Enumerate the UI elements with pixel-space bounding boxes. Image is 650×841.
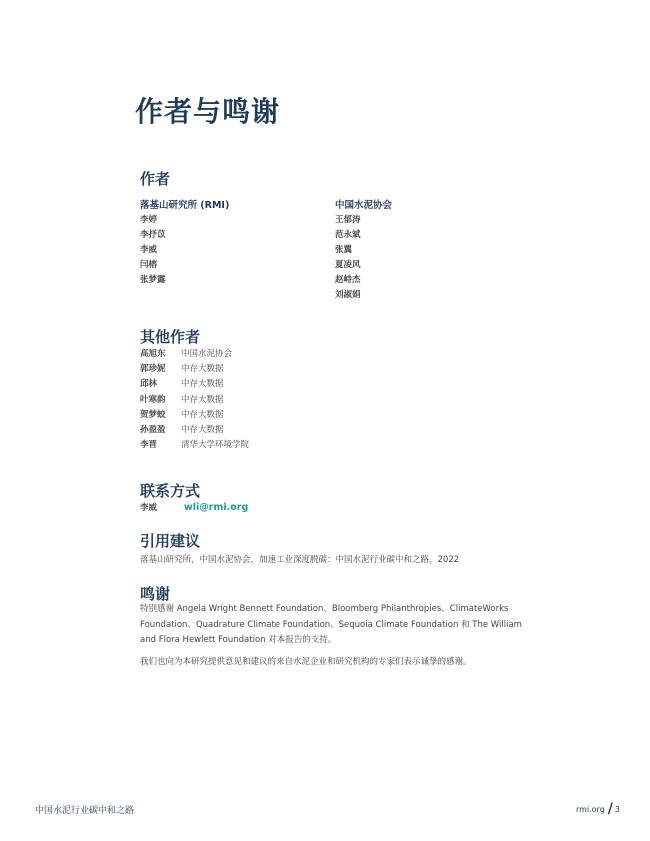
other-author-org: 中存大数据 [181, 394, 224, 405]
other-author-org: 中存大数据 [181, 364, 224, 375]
other-author-org: 中存大数据 [181, 424, 224, 435]
page-title: 作者与鸣谢 [135, 95, 281, 128]
cca-author-name: 夏凌风 [335, 260, 361, 270]
other-author-org: 清华大学环境学院 [181, 440, 250, 451]
contact-email-link[interactable]: wli@rmi.org [184, 502, 249, 513]
rmi-author-name: 李威 [140, 245, 158, 255]
other-author-org: 中存大数据 [181, 409, 224, 420]
other-author-row [140, 393, 249, 408]
other-author-row [140, 408, 249, 423]
acknowledgements-paragraph: 特别感谢 Angela Wright Bennett Foundation、Bloomberg Philanthropies、ClimateWorks Foundation、Quadrature Climate Foundation、Sequoia Climate Foundation 和 The William and Flora Hewlett Foundation 对本报告的支持。 [140, 604, 522, 645]
cca-author-name: 赵峙杰 [335, 275, 361, 285]
other-authors-heading: 其他作者 [140, 328, 201, 346]
footer-page-info [576, 801, 620, 817]
cca-org-title: 中国水泥协会 [335, 200, 393, 211]
page-number: 3 [614, 804, 620, 814]
other-author-name: 高旭东 [140, 349, 166, 359]
other-author-row [140, 438, 249, 453]
other-author-name: 叶寒韵 [140, 394, 166, 405]
other-author-row [140, 362, 249, 377]
other-author-org: 中国水泥协会 [181, 349, 233, 359]
contact-name: 李威 [140, 503, 158, 513]
slash-divider-icon: / [607, 801, 613, 817]
rmi-author-name: 闫榕 [140, 260, 158, 270]
rmi-author-name: 李抒苡 [140, 230, 166, 240]
acknowledgements-heading: 鸣谢 [140, 585, 171, 603]
other-author-row [140, 347, 249, 362]
other-author-name: 孙盈盈 [140, 424, 166, 435]
other-author-name: 郭珍妮 [140, 364, 166, 375]
cca-author-name: 张翼 [335, 245, 353, 255]
other-author-name: 贺梦蛟 [140, 409, 166, 420]
other-authors-list [140, 347, 249, 453]
rmi-author-column [140, 198, 320, 288]
acknowledgements-paragraph: 我们也向为本研究提供意见和建议的来自水泥企业和研究机构的专家们表示诚挚的感谢。 [140, 657, 472, 667]
other-author-org: 中存大数据 [181, 379, 224, 390]
rmi-author-name: 张梦露 [140, 275, 166, 285]
citation-heading: 引用建议 [140, 532, 201, 550]
contact-row [140, 501, 248, 515]
cca-author-name: 刘淑娟 [335, 290, 361, 300]
other-author-name: 李晋 [140, 440, 158, 451]
other-author-row [140, 423, 249, 438]
rmi-org-title: 落基山研究所 (RMI) [140, 200, 230, 211]
authors-heading: 作者 [140, 170, 171, 188]
footer-site-link[interactable]: rmi.org [575, 804, 605, 814]
cca-author-name: 范永斌 [335, 230, 361, 240]
citation-text: 落基山研究所，中国水泥协会，加速工业深度脱碳：中国水泥行业碳中和之路，2022 [140, 555, 460, 565]
rmi-author-name: 李婷 [140, 215, 158, 225]
other-author-row [140, 377, 249, 392]
footer-report-title: 中国水泥行业碳中和之路 [35, 806, 135, 816]
cca-author-name: 王郁涛 [335, 215, 361, 225]
contact-heading: 联系方式 [140, 482, 201, 500]
cca-author-column [335, 198, 515, 303]
other-author-name: 邱林 [140, 379, 158, 390]
